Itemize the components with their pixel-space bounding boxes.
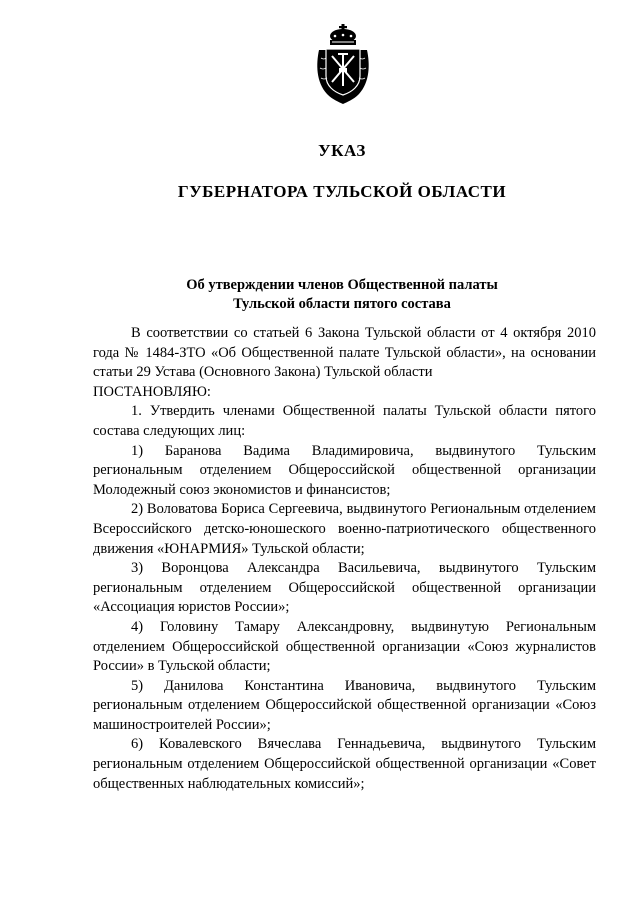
heading-line-2: Тульской области пятого состава: [233, 296, 451, 312]
paragraph-preamble: В соответствии со статьей 6 Закона Тульской области от 4 октября 2010 года № 1484-ЗТО «Об Общественной палате Тульской области», на основании статьи 29 Устава (Основного Закона) Тульской области: [93, 325, 596, 381]
list-item: 6) Ковалевского Вячеслава Геннадьевича, выдвинутого Тульским региональным отделением Общероссийской общественной организации «Совет общественных наблюдательных комиссий»;: [93, 736, 596, 792]
tula-coat-of-arms-icon: [313, 24, 373, 106]
list-item: 3) Воронцова Александра Васильевича, выдвинутого Тульским региональным отделением Общероссийской общественной организации «Ассоциация юристов России»;: [93, 560, 596, 616]
decree-subtitle: ГУБЕРНАТОРА ТУЛЬСКОЙ ОБЛАСТИ: [177, 182, 507, 201]
decree-title: УКАЗ: [318, 141, 366, 160]
list-item: 4) Головину Тамару Александровну, выдвинутую Региональным отделением Общероссийской общественной организации «Союз журналистов России» в Тульской области;: [93, 618, 596, 675]
paragraph-resolve: ПОСТАНОВЛЯЮ:: [93, 383, 211, 400]
paragraph-item-1: 1. Утвердить членами Общественной палаты Тульской области пятого состава следующих лиц:: [93, 403, 596, 439]
list-item: 5) Данилова Константина Ивановича, выдвинутого Тульским региональным отделением Общероссийской общественной организации «Союз машиностроителей России»;: [93, 677, 596, 733]
list-item: 2) Воловатова Бориса Сергеевича, выдвинутого Региональным отделением Всероссийского детско-юношеского военно-патриотического общественного движения «ЮНАРМИЯ» Тульской области;: [93, 501, 596, 557]
heading-line-1: Об утверждении членов Общественной палаты: [186, 277, 498, 293]
list-item: 1) Баранова Вадима Владимировича, выдвинутого Тульским региональным отделением Общероссийской общественной организации Молодежный союз экономистов и финансистов;: [93, 442, 596, 498]
decree-heading: [0, 276, 640, 314]
decree-body: [93, 324, 596, 794]
